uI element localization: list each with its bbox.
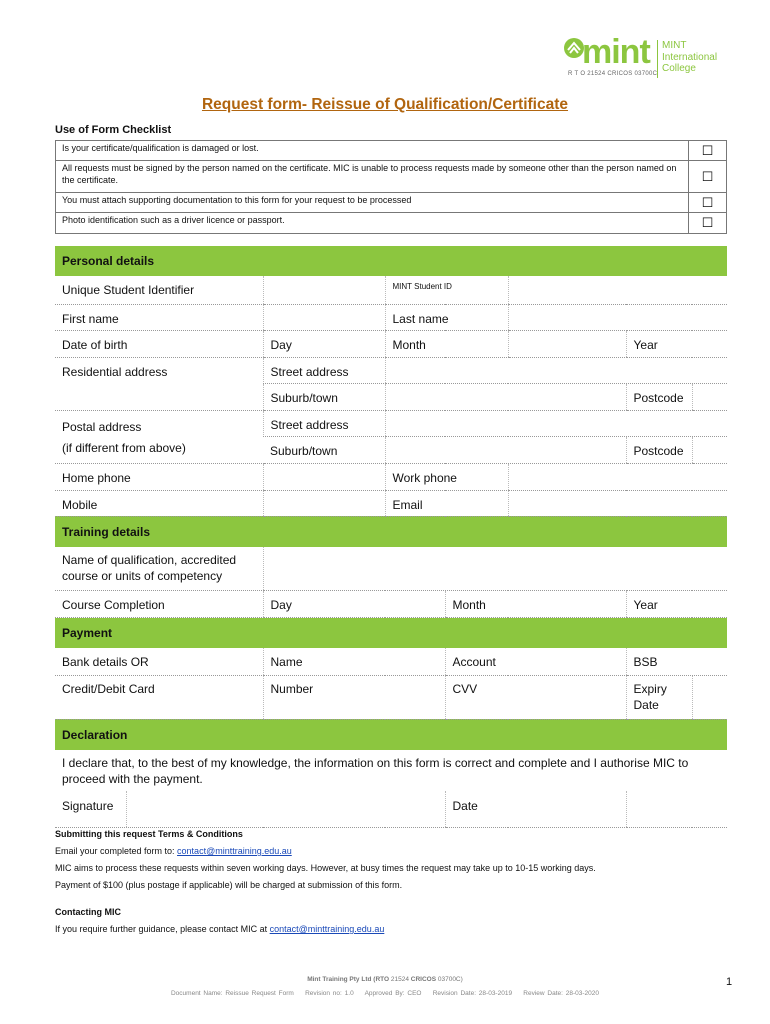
terms-email-link[interactable]: contact@minttraining.edu.au — [177, 846, 292, 856]
mint-id-label: MINT Student ID — [385, 276, 508, 304]
date-field[interactable] — [626, 791, 727, 828]
mint-logo — [560, 33, 730, 82]
checklist-checkbox[interactable]: ☐ — [689, 213, 727, 234]
terms-email-line — [55, 843, 735, 860]
footer-doc-line — [0, 990, 770, 997]
checklist-row — [56, 161, 727, 193]
footer-rev-date: Revision Date: 28-03-2019 — [432, 990, 513, 997]
home-phone-label: Home phone — [55, 463, 263, 490]
postal-suburb-label: Suburb/town — [263, 436, 385, 463]
residential-suburb-row — [55, 383, 727, 410]
card-number-label[interactable]: Number — [263, 675, 445, 719]
dob-row — [55, 330, 727, 357]
postal-street-label: Street address — [263, 410, 385, 436]
footer-cricos-label: CRICOS — [410, 976, 437, 983]
footer-rto-num: 21524 — [390, 976, 409, 983]
card-row — [55, 675, 727, 719]
card-cvv-label[interactable]: CVV — [445, 675, 626, 719]
residential-suburb-field[interactable] — [385, 383, 626, 410]
last-name-label: Last name — [385, 304, 508, 330]
section-header-payment — [55, 618, 727, 649]
checklist-item: Photo identification such as a driver licence or passport. — [56, 213, 689, 234]
mint-id-field[interactable] — [508, 276, 727, 304]
last-name-field[interactable] — [508, 304, 727, 330]
completion-row — [55, 591, 727, 618]
postal-suburb-field[interactable] — [385, 436, 626, 463]
declaration-heading: Declaration — [55, 719, 727, 750]
dob-year-label[interactable]: Year — [626, 330, 727, 357]
logo-word: mint — [582, 33, 650, 71]
home-phone-field[interactable] — [263, 463, 385, 490]
logo-name-line3: College — [662, 63, 696, 74]
footer-approved: Approved By: CEO — [364, 990, 422, 997]
footer-review-date: Review Date: 28-03-2020 — [523, 990, 600, 997]
contact-prefix: If you require further guidance, please contact MIC at — [55, 924, 270, 934]
section-header-training — [55, 516, 727, 547]
section-header-personal — [55, 246, 727, 276]
signature-label: Signature — [55, 791, 127, 827]
page-title: Request form- Reissue of Qualification/Certificate — [201, 96, 569, 113]
mobile-label: Mobile — [55, 490, 263, 516]
dob-month-label[interactable]: Month — [385, 330, 508, 357]
request-form — [55, 246, 727, 828]
work-phone-label: Work phone — [385, 463, 508, 490]
postal-postcode-label: Postcode — [626, 436, 692, 463]
signature-label-cell — [55, 791, 263, 828]
residential-postcode-field[interactable] — [692, 383, 727, 410]
residential-suburb-label: Suburb/town — [263, 383, 385, 410]
residential-street-field[interactable] — [385, 357, 727, 383]
card-expiry-label[interactable]: Expiry Date — [626, 675, 692, 719]
training-heading: Training details — [55, 516, 727, 547]
contact-email-link[interactable]: contact@minttraining.edu.au — [269, 924, 385, 934]
dob-label: Date of birth — [55, 330, 263, 357]
completion-label: Course Completion — [55, 591, 263, 618]
qualification-label: Name of qualification, accredited course or units of competency — [55, 547, 263, 591]
bank-label: Bank details OR — [55, 648, 263, 675]
bank-account-label[interactable]: Account — [445, 648, 626, 675]
terms-line2: MIC aims to process these requests within seven working days. However, at busy times the request may take up to 10-15 working days. — [55, 863, 596, 873]
footer-company: Mint Training Pty Ltd — [307, 976, 372, 983]
card-expiry-field[interactable] — [692, 675, 727, 719]
dob-month-field[interactable] — [508, 330, 626, 357]
terms-line3: Payment of $100 (plus postage if applicable) will be charged at submission of this form. — [55, 880, 403, 890]
section-header-declaration — [55, 719, 727, 750]
checklist-checkbox[interactable]: ☐ — [689, 193, 727, 213]
footer-doc-name: Document Name: Reissue Request Form — [170, 990, 294, 997]
logo-college-name — [662, 40, 717, 75]
checklist-row — [56, 141, 727, 161]
work-phone-field[interactable] — [508, 463, 727, 490]
signature-row — [55, 791, 727, 828]
declaration-text-row — [55, 750, 727, 791]
checklist-heading: Use of Form Checklist — [55, 124, 172, 136]
terms-heading: Submitting this request Terms & Conditions — [55, 829, 243, 839]
postal-label: Postal address — [62, 419, 142, 434]
residential-street-label: Street address — [263, 357, 385, 383]
footer-cricos-num: 03700C) — [437, 976, 463, 983]
mobile-row — [55, 490, 727, 516]
residential-postcode-label: Postcode — [626, 383, 692, 410]
signature-field-a[interactable] — [127, 791, 263, 827]
terms-block — [55, 826, 735, 894]
footer-revision: Revision no: 1.0 — [305, 990, 354, 997]
residential-blank — [55, 383, 263, 410]
date-label: Date — [445, 791, 626, 828]
logo-name-line2: International — [662, 51, 718, 63]
logo-name-line1: MINT — [662, 40, 687, 51]
checklist-item: Is your certificate/qualification is damaged or lost. — [56, 141, 689, 161]
logo-rto-line: R T O 21524 CRICOS 03700C — [568, 71, 658, 77]
contact-heading: Contacting MIC — [55, 907, 121, 917]
postal-label-cell — [55, 410, 263, 463]
checklist-item: All requests must be signed by the person named on the certificate. MIC is unable to process requests made by someone other than the person named on the certificate. — [56, 161, 689, 193]
name-row — [55, 304, 727, 330]
payment-heading: Payment — [55, 618, 727, 649]
residential-label: Residential address — [62, 364, 168, 379]
checklist-checkbox[interactable]: ☐ — [689, 161, 727, 193]
bank-bsb-label[interactable]: BSB — [626, 648, 727, 675]
checklist-row — [56, 213, 727, 234]
personal-heading: Personal details — [55, 246, 727, 276]
email-label: Email — [385, 490, 508, 516]
card-label: Credit/Debit Card — [55, 675, 263, 719]
bank-row — [55, 648, 727, 675]
footer-rto-label: (RTO — [373, 976, 390, 983]
postal-note: (if different from above) — [62, 440, 186, 455]
postal-street-field[interactable] — [385, 410, 727, 436]
page-number: 1 — [726, 976, 733, 988]
first-name-field[interactable] — [263, 304, 385, 330]
completion-day-label[interactable]: Day — [263, 591, 445, 618]
contact-block — [55, 904, 735, 938]
qualification-field[interactable] — [263, 547, 727, 591]
residential-row — [55, 357, 727, 383]
terms-email-prefix: Email your completed form to: — [55, 846, 178, 856]
bank-name-label[interactable]: Name — [263, 648, 445, 675]
checklist-row — [56, 193, 727, 213]
mobile-field[interactable] — [263, 490, 385, 516]
contact-line — [55, 921, 735, 938]
declaration-text: I declare that, to the best of my knowledge, the information on this form is correct and complete and I authorise MIC to proceed with the payment. — [62, 755, 689, 786]
completion-month-label[interactable]: Month — [445, 591, 626, 618]
checklist-table — [55, 140, 727, 234]
postal-row — [55, 410, 727, 436]
signature-field[interactable] — [263, 791, 445, 828]
completion-year-label[interactable]: Year — [626, 591, 727, 618]
postal-postcode-field[interactable] — [692, 436, 727, 463]
usi-field[interactable] — [263, 276, 385, 304]
usi-row — [55, 276, 727, 304]
qualification-row — [55, 547, 727, 591]
footer-company-line — [0, 976, 770, 983]
dob-day-label[interactable]: Day — [263, 330, 385, 357]
checklist-checkbox[interactable]: ☐ — [689, 141, 727, 161]
email-field[interactable] — [508, 490, 727, 516]
phone-row — [55, 463, 727, 490]
first-name-label: First name — [55, 304, 263, 330]
checklist-item: You must attach supporting documentation to this form for your request to be processed — [56, 193, 689, 213]
usi-label: Unique Student Identifier — [55, 276, 263, 304]
